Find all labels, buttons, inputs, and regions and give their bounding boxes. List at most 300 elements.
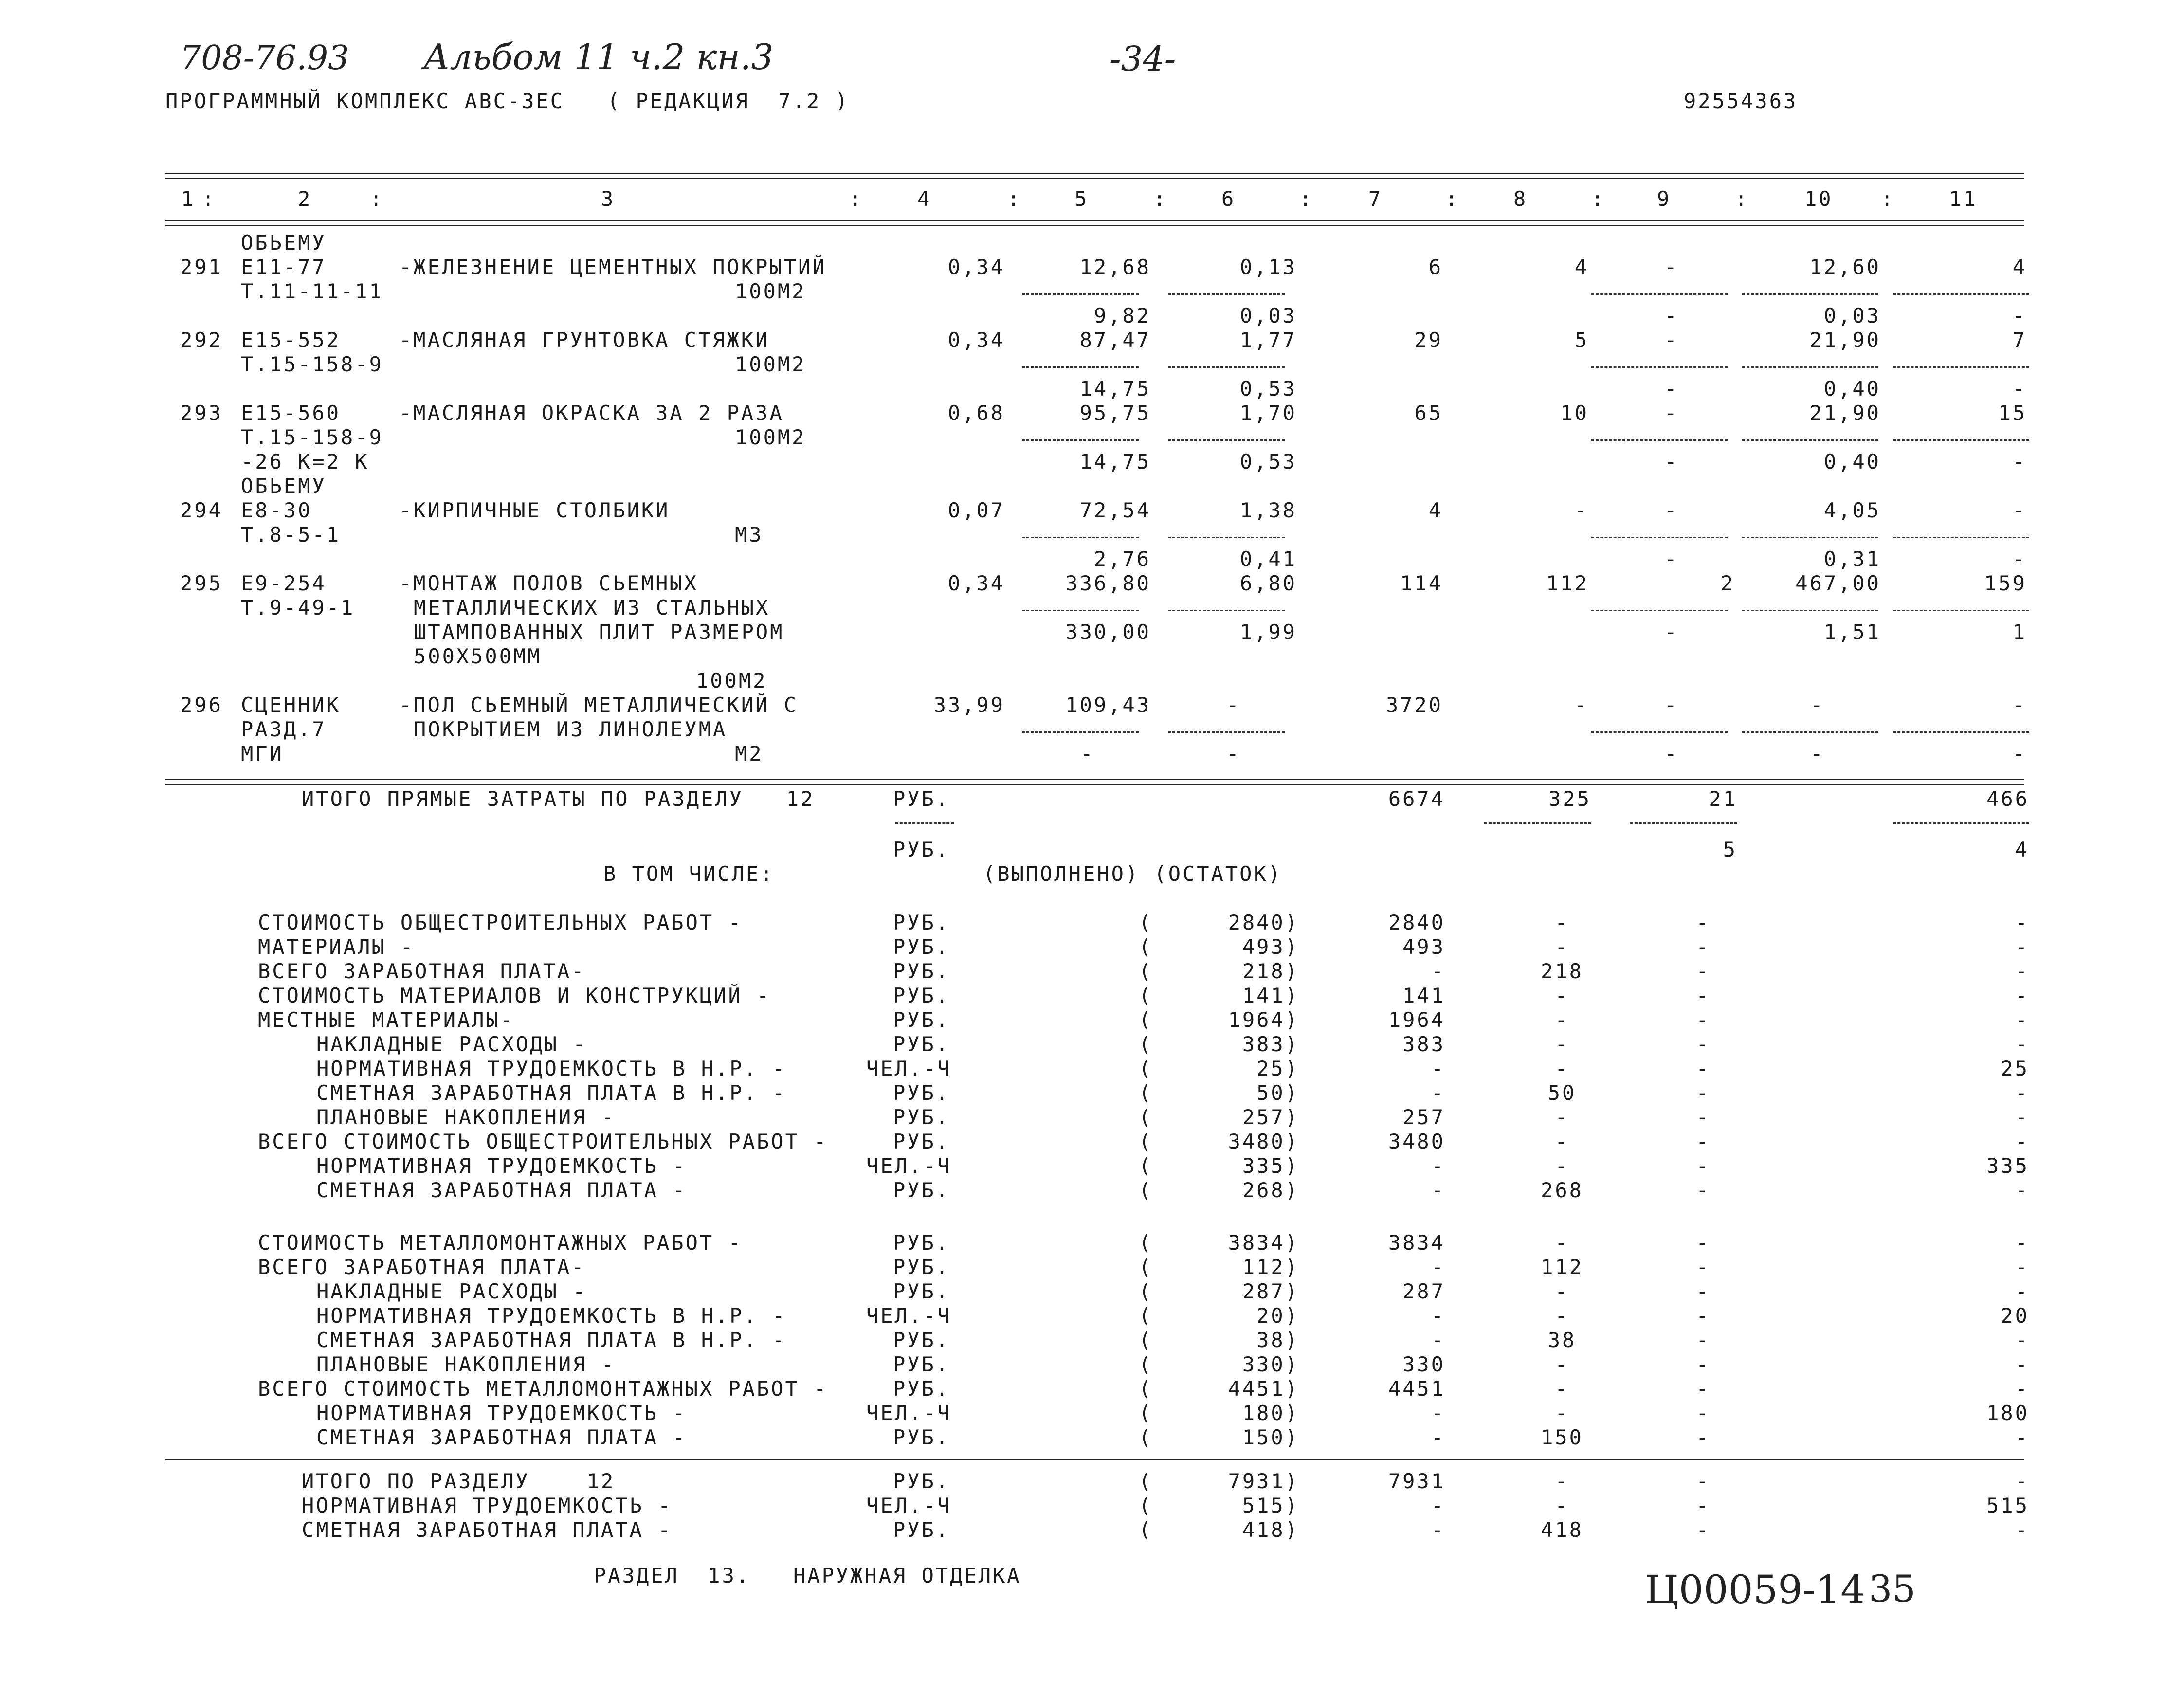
table-cell: - bbox=[1664, 620, 1679, 644]
summary-col9: - bbox=[1696, 1255, 1711, 1279]
summary-col8: 112 bbox=[1541, 1255, 1583, 1279]
summary-col8: 50 bbox=[1547, 1081, 1577, 1105]
header-rule-top bbox=[165, 173, 2024, 174]
summary-label: ПЛАНОВЫЕ НАКОПЛЕНИЯ - bbox=[316, 1105, 616, 1129]
table-cell: - bbox=[1810, 693, 1825, 717]
summary-col11: - bbox=[2015, 1081, 2029, 1105]
summary-label: НОРМАТИВНАЯ ТРУДОЕМКОСТЬ В Н.Р. - bbox=[316, 1304, 787, 1328]
summary-col7: 330 bbox=[1402, 1352, 1445, 1376]
summary-unit: РУБ. bbox=[893, 1255, 950, 1279]
totals-label: ИТОГО ПРЯМЫЕ ЗАТРАТЫ ПО РАЗДЕЛУ 12 bbox=[302, 787, 815, 811]
col-sep: : bbox=[1007, 187, 1022, 211]
summary-col8: - bbox=[1555, 1231, 1569, 1255]
summary-paren: ( bbox=[1139, 1279, 1153, 1303]
summary-paren: ( bbox=[1139, 1255, 1153, 1279]
table-cell: 100М2 bbox=[735, 352, 806, 376]
table-cell: Т.11-11-11 bbox=[241, 279, 383, 303]
col-sep: : bbox=[1445, 187, 1460, 211]
summary-paren: ( bbox=[1139, 1081, 1153, 1105]
table-cell: ШТАМПОВАННЫХ ПЛИТ РАЗМЕРОМ bbox=[414, 620, 784, 644]
summary-remaining-value: 20) bbox=[1256, 1304, 1299, 1328]
summary-col9: - bbox=[1696, 959, 1711, 983]
cell-underline bbox=[1591, 366, 1728, 368]
table-cell: ОБЬЕМУ bbox=[241, 231, 327, 255]
table-cell: 15 bbox=[1998, 401, 2027, 425]
cell-underline bbox=[1168, 537, 1285, 538]
summary-col9: - bbox=[1696, 1304, 1711, 1328]
summary-col7: - bbox=[1431, 1328, 1445, 1352]
summary-label: НАКЛАДНЫЕ РАСХОДЫ - bbox=[316, 1279, 587, 1303]
summary-col8: 418 bbox=[1541, 1518, 1583, 1542]
summary-unit: РУБ. bbox=[893, 1352, 950, 1376]
table-cell: Т.15-158-9 bbox=[241, 352, 383, 376]
summary-unit: РУБ. bbox=[893, 1425, 950, 1449]
cell-underline bbox=[1742, 366, 1878, 368]
table-cell: -МОНТАЖ ПОЛОВ СЬЕМНЫХ bbox=[399, 571, 699, 595]
totals-col9: 21 bbox=[1709, 787, 1737, 811]
table-cell: РАЗД.7 bbox=[241, 717, 327, 741]
summary-col9: - bbox=[1696, 1279, 1711, 1303]
table-cell: М2 bbox=[735, 742, 764, 766]
cell-underline bbox=[1893, 731, 2029, 733]
summary-col7: 7931 bbox=[1388, 1469, 1445, 1493]
table-cell: - bbox=[1226, 693, 1241, 717]
summary-col11: 515 bbox=[1986, 1494, 2029, 1517]
summary-unit: РУБ. bbox=[893, 1518, 950, 1542]
summary-label: СМЕТНАЯ ЗАРАБОТНАЯ ПЛАТА В Н.Р. - bbox=[316, 1081, 787, 1105]
cell-underline bbox=[1893, 537, 2029, 538]
totals-col11: 466 bbox=[1986, 787, 2029, 811]
table-cell: 7 bbox=[2012, 328, 2027, 352]
summary-col7: - bbox=[1431, 1401, 1445, 1425]
summary-paren: ( bbox=[1139, 1032, 1153, 1056]
summary-paren: ( bbox=[1139, 1328, 1153, 1352]
summary-label: ВСЕГО ЗАРАБОТНАЯ ПЛАТА- bbox=[258, 1255, 586, 1279]
summary-unit: ЧЕЛ.-Ч bbox=[866, 1401, 952, 1425]
summary-col11: 335 bbox=[1986, 1154, 2029, 1178]
col-sep: : bbox=[849, 187, 864, 211]
summary-col7: - bbox=[1431, 1255, 1445, 1279]
summary-col11: - bbox=[2015, 935, 2029, 959]
totals-unit-2: РУБ. bbox=[893, 838, 950, 861]
summary-remaining-value: 180) bbox=[1242, 1401, 1299, 1425]
summary-col11: - bbox=[2015, 959, 2029, 983]
summary-paren: ( bbox=[1139, 1352, 1153, 1376]
summary-col11: - bbox=[2015, 1279, 2029, 1303]
summary-paren: ( bbox=[1139, 1008, 1153, 1032]
summary-unit: РУБ. bbox=[893, 935, 950, 959]
totals-col7: 6674 bbox=[1388, 787, 1445, 811]
summary-col8: - bbox=[1555, 1057, 1569, 1080]
program-title: ПРОГРАММНЫЙ КОМПЛЕКС АВС-3ЕС ( РЕДАКЦИЯ 7.2 ) bbox=[165, 89, 850, 113]
next-section-title: РАЗДЕЛ 13. НАРУЖНАЯ ОТДЕЛКА bbox=[594, 1564, 1021, 1587]
summary-col8: 218 bbox=[1541, 959, 1583, 983]
totals-col11-b: 4 bbox=[2015, 838, 2029, 861]
table-cell: 21,90 bbox=[1809, 328, 1881, 352]
summary-col8: - bbox=[1555, 1494, 1569, 1517]
table-cell: 9,82 bbox=[1093, 304, 1151, 328]
summary-col11: - bbox=[2015, 1328, 2029, 1352]
summary-unit: РУБ. bbox=[893, 1130, 950, 1153]
summary-paren: ( bbox=[1139, 1304, 1153, 1328]
table-cell: М3 bbox=[735, 523, 764, 547]
summary-paren: ( bbox=[1139, 1494, 1153, 1517]
summary-col7: - bbox=[1431, 959, 1445, 983]
handwritten-stamp-number: 35 bbox=[1869, 1567, 1916, 1610]
cell-underline bbox=[1022, 537, 1139, 538]
table-cell: Т.15-158-9 bbox=[241, 425, 383, 449]
summary-label: НОРМАТИВНАЯ ТРУДОЕМКОСТЬ В Н.Р. - bbox=[316, 1057, 787, 1080]
table-cell: МЕТАЛЛИЧЕСКИХ ИЗ СТАЛЬНЫХ bbox=[414, 596, 770, 620]
table-cell: 4 bbox=[1574, 255, 1589, 279]
table-cell: - bbox=[1226, 742, 1241, 766]
cell-underline bbox=[1742, 439, 1878, 441]
summary-remaining-value: 1964) bbox=[1228, 1008, 1299, 1032]
table-cell: 72,54 bbox=[1079, 498, 1151, 522]
table-cell: -26 К=2 К bbox=[241, 450, 369, 474]
summary-unit: РУБ. bbox=[893, 1032, 950, 1056]
table-cell: 2 bbox=[1720, 571, 1735, 595]
summary-col11: - bbox=[2015, 1469, 2029, 1493]
summary-label: НОРМАТИВНАЯ ТРУДОЕМКОСТЬ - bbox=[316, 1401, 687, 1425]
table-cell: 0,68 bbox=[947, 401, 1005, 425]
summary-remaining-value: 4451) bbox=[1228, 1377, 1299, 1401]
table-cell: 159 bbox=[1984, 571, 2027, 595]
summary-label: ВСЕГО СТОИМОСТЬ МЕТАЛЛОМОНТАЖНЫХ РАБОТ - bbox=[258, 1377, 828, 1401]
table-cell: 1,38 bbox=[1239, 498, 1297, 522]
header-rule-bottom bbox=[165, 220, 2024, 221]
table-cell: - bbox=[1664, 304, 1679, 328]
summary-col9: - bbox=[1696, 911, 1711, 934]
table-cell: 0,53 bbox=[1239, 450, 1297, 474]
summary-col7: 141 bbox=[1402, 984, 1445, 1007]
summary-unit: РУБ. bbox=[893, 984, 950, 1007]
cell-underline bbox=[1022, 293, 1139, 295]
cell-underline bbox=[1742, 610, 1878, 611]
summary-remaining-value: 3480) bbox=[1228, 1130, 1299, 1153]
table-cell: - bbox=[2012, 304, 2027, 328]
summary-col9: - bbox=[1696, 1130, 1711, 1153]
table-cell: - bbox=[2012, 547, 2027, 571]
summary-remaining-value: 330) bbox=[1242, 1352, 1299, 1376]
summary-col11: - bbox=[2015, 1518, 2029, 1542]
summary-unit: РУБ. bbox=[893, 1279, 950, 1303]
table-cell: Е15-552 bbox=[241, 328, 341, 352]
table-cell: - bbox=[2012, 498, 2027, 522]
summary-label: СТОИМОСТЬ МЕТАЛЛОМОНТАЖНЫХ РАБОТ - bbox=[258, 1231, 743, 1255]
summary-label: СМЕТНАЯ ЗАРАБОТНАЯ ПЛАТА - bbox=[316, 1178, 687, 1202]
summary-col7: 2840 bbox=[1388, 911, 1445, 934]
summary-remaining-value: 335) bbox=[1242, 1154, 1299, 1178]
col-1: 1 bbox=[181, 187, 196, 211]
summary-col8: - bbox=[1555, 1008, 1569, 1032]
summary-unit: РУБ. bbox=[893, 1178, 950, 1202]
table-cell: -МАСЛЯНАЯ ОКРАСКА ЗА 2 РАЗА bbox=[399, 401, 784, 425]
handwritten-page-number: -34- bbox=[1110, 39, 1176, 79]
table-cell: - bbox=[1664, 742, 1679, 766]
table-cell: -ПОЛ СЬЕМНЫЙ МЕТАЛЛИЧЕСКИЙ С bbox=[399, 693, 799, 717]
summary-col8: - bbox=[1555, 1154, 1569, 1178]
summary-paren: ( bbox=[1139, 1105, 1153, 1129]
summary-label: СМЕТНАЯ ЗАРАБОТНАЯ ПЛАТА - bbox=[316, 1425, 687, 1449]
table-cell: 33,99 bbox=[933, 693, 1005, 717]
summary-remaining-value: 141) bbox=[1242, 984, 1299, 1007]
summary-remaining-value: 3834) bbox=[1228, 1231, 1299, 1255]
table-cell: ОБЬЕМУ bbox=[241, 474, 327, 498]
table-cell: 4 bbox=[2012, 255, 2027, 279]
summary-label: МАТЕРИАЛЫ - bbox=[258, 935, 415, 959]
totals-unit: РУБ. bbox=[893, 787, 950, 811]
table-cell: -КИРПИЧНЫЕ СТОЛБИКИ bbox=[399, 498, 670, 522]
table-cell: 291 bbox=[180, 255, 223, 279]
col-4: 4 bbox=[917, 187, 932, 211]
table-cell: - bbox=[1664, 377, 1679, 401]
summary-col9: - bbox=[1696, 1401, 1711, 1425]
summary-label: СМЕТНАЯ ЗАРАБОТНАЯ ПЛАТА В Н.Р. - bbox=[316, 1328, 787, 1352]
table-cell: Т.8-5-1 bbox=[241, 523, 341, 547]
cell-underline bbox=[1591, 610, 1728, 611]
summary-label: ПЛАНОВЫЕ НАКОПЛЕНИЯ - bbox=[316, 1352, 616, 1376]
summary-label: СТОИМОСТЬ МАТЕРИАЛОВ И КОНСТРУКЦИЙ - bbox=[258, 984, 771, 1007]
summary-col8: 150 bbox=[1541, 1425, 1583, 1449]
table-cell: 65 bbox=[1414, 401, 1443, 425]
summary-col8: - bbox=[1555, 1130, 1569, 1153]
table-cell: 12,60 bbox=[1809, 255, 1881, 279]
summary-unit: РУБ. bbox=[893, 1469, 950, 1493]
table-cell: - bbox=[1664, 328, 1679, 352]
table-cell: 1,99 bbox=[1239, 620, 1297, 644]
table-cell: 0,31 bbox=[1823, 547, 1881, 571]
table-cell: Е15-560 bbox=[241, 401, 341, 425]
table-cell: 295 bbox=[180, 571, 223, 595]
summary-col9: - bbox=[1696, 935, 1711, 959]
table-cell: -ЖЕЛЕЗНЕНИЕ ЦЕМЕНТНЫХ ПОКРЫТИЙ bbox=[399, 255, 827, 279]
summary-col9: - bbox=[1696, 1328, 1711, 1352]
cell-underline bbox=[1168, 610, 1285, 611]
summary-col9: - bbox=[1696, 1469, 1711, 1493]
col-sep: : bbox=[202, 187, 217, 211]
table-cell: 14,75 bbox=[1079, 377, 1151, 401]
summary-col8: - bbox=[1555, 1401, 1569, 1425]
done-remaining-label: (ВЫПОЛНЕНО) (ОСТАТОК) bbox=[983, 862, 1283, 886]
summary-remaining-value: 25) bbox=[1256, 1057, 1299, 1080]
summary-col9: - bbox=[1696, 1057, 1711, 1080]
summary-unit: РУБ. bbox=[893, 1231, 950, 1255]
summary-col9: - bbox=[1696, 984, 1711, 1007]
summary-remaining-value: 287) bbox=[1242, 1279, 1299, 1303]
summary-paren: ( bbox=[1139, 1401, 1153, 1425]
table-cell: 12,68 bbox=[1079, 255, 1151, 279]
cell-underline bbox=[1022, 366, 1139, 368]
cell-underline bbox=[1168, 366, 1285, 368]
summary-remaining-value: 150) bbox=[1242, 1425, 1299, 1449]
summary-remaining-value: 493) bbox=[1242, 935, 1299, 959]
summary-col8: - bbox=[1555, 984, 1569, 1007]
table-cell: 21,90 bbox=[1809, 401, 1881, 425]
table-cell: 6,80 bbox=[1239, 571, 1297, 595]
totals-dash bbox=[1893, 822, 2029, 824]
table-cell: - bbox=[1574, 498, 1589, 522]
summary-remaining-value: 268) bbox=[1242, 1178, 1299, 1202]
col-10: 10 bbox=[1804, 187, 1833, 211]
table-cell: - bbox=[1664, 693, 1679, 717]
table-cell: 0,03 bbox=[1239, 304, 1297, 328]
summary-col11: - bbox=[2015, 1231, 2029, 1255]
header-rule-bottom-2 bbox=[165, 225, 2024, 226]
handwritten-stamp: Ц00059-14 bbox=[1645, 1567, 1866, 1612]
summary-col9: - bbox=[1696, 1231, 1711, 1255]
summary-paren: ( bbox=[1139, 984, 1153, 1007]
cell-underline bbox=[1591, 293, 1728, 295]
summary-col7: - bbox=[1431, 1178, 1445, 1202]
summary-paren: ( bbox=[1139, 1425, 1153, 1449]
summary-unit: ЧЕЛ.-Ч bbox=[866, 1304, 952, 1328]
summary-paren: ( bbox=[1139, 1057, 1153, 1080]
table-cell: 0,07 bbox=[947, 498, 1005, 522]
summary-col7: 3834 bbox=[1388, 1231, 1445, 1255]
table-cell: 2,76 bbox=[1093, 547, 1151, 571]
summary-label: НОРМАТИВНАЯ ТРУДОЕМКОСТЬ - bbox=[316, 1154, 687, 1178]
summary-col11: - bbox=[2015, 1105, 2029, 1129]
summary-col11: - bbox=[2015, 1377, 2029, 1401]
summary-col8: - bbox=[1555, 1279, 1569, 1303]
summary-col8: - bbox=[1555, 911, 1569, 934]
summary-col7: 4451 bbox=[1388, 1377, 1445, 1401]
summary-remaining-value: 2840) bbox=[1228, 911, 1299, 934]
col-2: 2 bbox=[298, 187, 312, 211]
summary-col11: - bbox=[2015, 1352, 2029, 1376]
summary-col7: - bbox=[1431, 1304, 1445, 1328]
table-cell: МГИ bbox=[241, 742, 284, 766]
summary-label: ВСЕГО СТОИМОСТЬ ОБЩЕСТРОИТЕЛЬНЫХ РАБОТ - bbox=[258, 1130, 828, 1153]
summary-col11: - bbox=[2015, 1178, 2029, 1202]
summary-remaining-value: 383) bbox=[1242, 1032, 1299, 1056]
table-cell: 336,80 bbox=[1065, 571, 1151, 595]
table-cell: 0,40 bbox=[1823, 377, 1881, 401]
table-cell: Е11-77 bbox=[241, 255, 327, 279]
table-cell: -МАСЛЯНАЯ ГРУНТОВКА СТЯЖКИ bbox=[399, 328, 770, 352]
summary-paren: ( bbox=[1139, 1469, 1153, 1493]
summary-unit: РУБ. bbox=[893, 959, 950, 983]
table-cell: 100М2 bbox=[735, 279, 806, 303]
table-cell: - bbox=[2012, 377, 2027, 401]
col-11: 11 bbox=[1949, 187, 1978, 211]
summary-col11: - bbox=[2015, 911, 2029, 934]
summary-paren: ( bbox=[1139, 959, 1153, 983]
table-cell: 29 bbox=[1414, 328, 1443, 352]
table-cell: 500Х500ММ bbox=[414, 644, 542, 668]
summary-col11: 20 bbox=[2001, 1304, 2029, 1328]
table-cell: - bbox=[1664, 547, 1679, 571]
cell-underline bbox=[1022, 731, 1139, 733]
table-cell: 112 bbox=[1546, 571, 1589, 595]
summary-remaining-value: 112) bbox=[1242, 1255, 1299, 1279]
table-cell: - bbox=[1810, 742, 1825, 766]
summary-col7: - bbox=[1431, 1154, 1445, 1178]
summary-label: ВСЕГО ЗАРАБОТНАЯ ПЛАТА- bbox=[258, 959, 586, 983]
table-cell: СЦЕННИК bbox=[241, 693, 341, 717]
table-cell: 330,00 bbox=[1065, 620, 1151, 644]
summary-col11: - bbox=[2015, 1032, 2029, 1056]
table-cell: Т.9-49-1 bbox=[241, 596, 355, 620]
summary-remaining-value: 257) bbox=[1242, 1105, 1299, 1129]
summary-label: ИТОГО ПО РАЗДЕЛУ 12 bbox=[302, 1469, 616, 1493]
table-cell: 0,40 bbox=[1823, 450, 1881, 474]
summary-paren: ( bbox=[1139, 1130, 1153, 1153]
summary-col9: - bbox=[1696, 1178, 1711, 1202]
summary-col8: - bbox=[1555, 1304, 1569, 1328]
cell-underline bbox=[1742, 731, 1878, 733]
summary-remaining-value: 218) bbox=[1242, 959, 1299, 983]
table-cell: 294 bbox=[180, 498, 223, 522]
table-cell: 1 bbox=[2012, 620, 2027, 644]
table-cell: 0,34 bbox=[947, 328, 1005, 352]
summary-col7: - bbox=[1431, 1494, 1445, 1517]
totals-rule-2 bbox=[165, 784, 2024, 785]
col-6: 6 bbox=[1221, 187, 1236, 211]
table-cell: 14,75 bbox=[1079, 450, 1151, 474]
summary-col7: - bbox=[1431, 1057, 1445, 1080]
cell-underline bbox=[1591, 439, 1728, 441]
summary-col9: - bbox=[1696, 1105, 1711, 1129]
table-cell: 0,53 bbox=[1239, 377, 1297, 401]
col-5: 5 bbox=[1074, 187, 1089, 211]
table-cell: - bbox=[1664, 401, 1679, 425]
summary-col11: - bbox=[2015, 1425, 2029, 1449]
table-cell: 467,00 bbox=[1795, 571, 1881, 595]
cell-underline bbox=[1168, 293, 1285, 295]
summary-remaining-value: 50) bbox=[1256, 1081, 1299, 1105]
summary-col8: - bbox=[1555, 1352, 1569, 1376]
table-cell: 1,77 bbox=[1239, 328, 1297, 352]
cell-underline bbox=[1022, 439, 1139, 441]
summary-col9: - bbox=[1696, 1008, 1711, 1032]
summary-col8: 38 bbox=[1547, 1328, 1577, 1352]
summary-remaining-value: 7931) bbox=[1228, 1469, 1299, 1493]
summary-paren: ( bbox=[1139, 1377, 1153, 1401]
table-cell: 4,05 bbox=[1823, 498, 1881, 522]
summary-remaining-value: 38) bbox=[1256, 1328, 1299, 1352]
table-cell: 4 bbox=[1428, 498, 1443, 522]
summary-col7: 493 bbox=[1402, 935, 1445, 959]
table-cell: - bbox=[2012, 450, 2027, 474]
summary-unit: РУБ. bbox=[893, 911, 950, 934]
summary-col8: - bbox=[1555, 935, 1569, 959]
table-cell: - bbox=[1664, 450, 1679, 474]
totals-col8: 325 bbox=[1548, 787, 1591, 811]
summary-col11: - bbox=[2015, 1008, 2029, 1032]
summary-unit: ЧЕЛ.-Ч bbox=[866, 1057, 952, 1080]
summary-col9: - bbox=[1696, 1154, 1711, 1178]
summary-col7: 383 bbox=[1402, 1032, 1445, 1056]
col-sep: : bbox=[1881, 187, 1895, 211]
summary-col9: - bbox=[1696, 1518, 1711, 1542]
summary-col8: - bbox=[1555, 1377, 1569, 1401]
summary-unit: РУБ. bbox=[893, 1105, 950, 1129]
summary-col7: - bbox=[1431, 1425, 1445, 1449]
table-cell: 5 bbox=[1574, 328, 1589, 352]
summary-col8: - bbox=[1555, 1469, 1569, 1493]
cell-underline bbox=[1893, 293, 2029, 295]
cell-underline bbox=[1168, 439, 1285, 441]
summary-col7: 257 bbox=[1402, 1105, 1445, 1129]
col-sep: : bbox=[370, 187, 384, 211]
summary-remaining-value: 418) bbox=[1242, 1518, 1299, 1542]
col-sep: : bbox=[1153, 187, 1168, 211]
col-8: 8 bbox=[1513, 187, 1528, 211]
summary-unit: ЧЕЛ.-Ч bbox=[866, 1154, 952, 1178]
summary-unit: ЧЕЛ.-Ч bbox=[866, 1494, 952, 1517]
